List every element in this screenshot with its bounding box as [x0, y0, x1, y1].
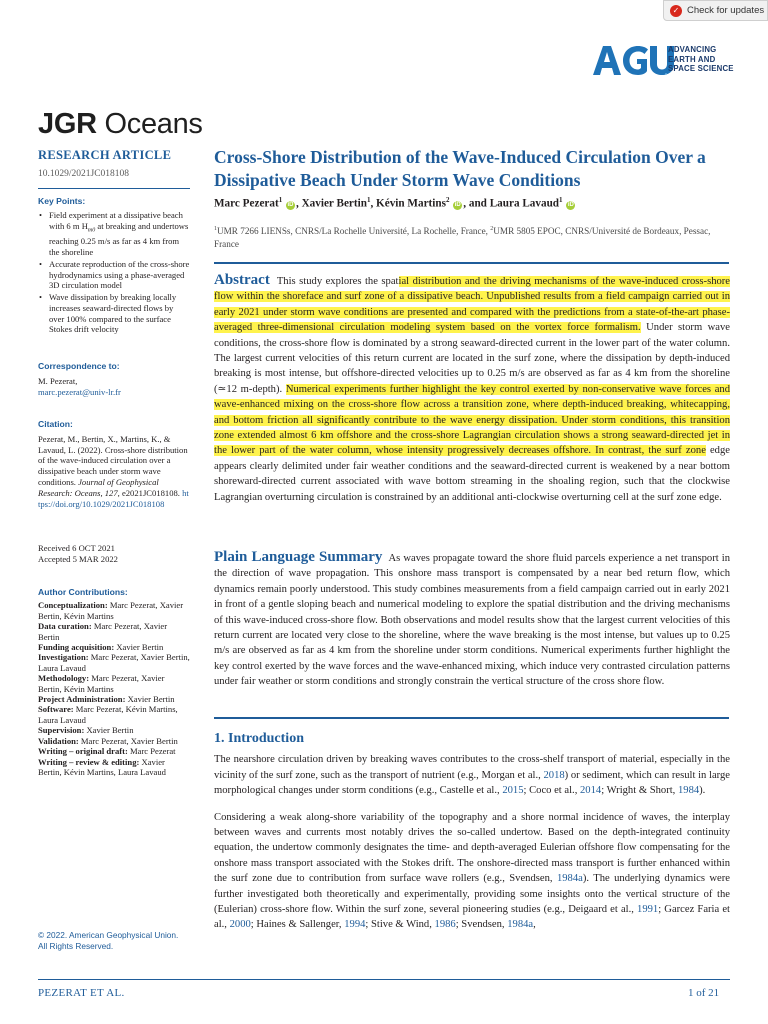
introduction — [214, 731, 730, 933]
accepted-date: Accepted 5 MAR 2022 — [38, 553, 118, 564]
pls-text: As waves propagate toward the shore fluid parcels experience a net transport in the direction of wave propagation. This onshore mass transport is compensated by a near bed return flow, which dynamics remain poorly understood. This study combines measurements from a field campaign carried out in early 2021 in front of a gentle sloping beach and numerical modeling to explore the spatial distribution and the driving mechanisms of this wave-induced cross-shore flow. Both observations and model results show that the largest current velocities of this return current are located very close to the shoreline, where the wave breaking is the most intense, but values up to 0.25 m/s are observed as far as 4 km from the shoreline under storm conditions. Numerical experiments further highlight the key control exerted by the wave forces and the wave-enhanced mixing, which induce very contrasted circulation patterns under fair weather or storm conditions and strongly constrain the vertical structure of the cross shore flow. — [214, 553, 730, 688]
author-affil-sup: 2 — [445, 196, 450, 204]
author-name: Xavier Bertin — [301, 197, 367, 210]
author-sep: , and — [463, 197, 490, 210]
citation-heading: Citation: — [38, 419, 73, 429]
citation-pages: , e2021JC018108. — [117, 487, 183, 498]
contribution-item — [38, 642, 190, 652]
intro-text: ; Garcez Faria et al., — [214, 904, 730, 931]
author-contributions — [38, 587, 190, 777]
author-name: Marc Pezerat — [214, 197, 279, 210]
correspondence-heading: Correspondence to: — [38, 361, 120, 371]
left-divider — [38, 188, 190, 189]
tagline-line-1: ADVANCING — [668, 45, 717, 54]
intro-text: ; Svendsen, — [455, 919, 508, 931]
contribution-item — [38, 725, 190, 735]
author-affil-sup: 1 — [559, 196, 563, 204]
intro-text: ) or sediment, which can result in large morphological changes under storm conditions (e.g., Castelle et al., — [214, 769, 730, 797]
citation-journal: Journal of Geophysical Research: Oceans — [38, 476, 159, 498]
intro-text: , — [533, 919, 536, 931]
check-for-updates-button[interactable] — [663, 0, 768, 21]
intro-text: ; Wright & Short, — [601, 785, 678, 797]
ref-link[interactable]: 2018 — [543, 769, 565, 781]
plain-language-summary — [214, 550, 730, 690]
abstract-highlight: ial distribution and the driving mechanisms of the wave-induced cross-shore flow within the shoreface and surf zone of a dissipative beach. Unpublished results from a field campaign carried out in early 2021 under storm wave conditions are presented and compared with the predictions from a state-of-the-art phase-averaged three-dimensional circulation modeling system based on the vortex force formalism. — [214, 276, 731, 334]
contribution-names: Marc Pezerat, Xavier Bertin, Laura Lavaud — [38, 652, 190, 673]
contribution-item — [38, 704, 190, 725]
orcid-icon[interactable]: iD — [567, 201, 574, 208]
affil-text: UMR 7266 LIENSs, CNRS/La Rochelle Université, La Rochelle, France, — [217, 226, 491, 237]
abstract-highlight: Numerical experiments further highlight the key control exerted by non-conservative wave forces and wave-enhanced mixing on the cross-shore flow across a transition zone, where depth-induced breaking, whitecapping, and bottom friction all significantly contribute to the wave energy dissipation. Under storm conditions, this transition zone extended almost 6 km offshore and the cross-shore Lagrangian circulation shows a strong seaward-directed jet in the lower part of the water column, whose intensity progressively decreases offshore. In contrast, the surf zone — [214, 383, 730, 457]
citation-body: Pezerat, M., Bertin, X., Martins, K., & Lavaud, L. (2022). Cross-shore distribution of the wave-induced circulation over a dissipative beach under storm wave conditions. — [38, 433, 188, 487]
intro-text: ; Coco et al., — [523, 785, 580, 797]
contribution-role: Validation: — [38, 735, 79, 746]
correspondence-name: M. Pezerat, — [38, 375, 78, 386]
contribution-role: Funding acquisition: — [38, 642, 115, 653]
ref-link[interactable]: 1984a — [507, 919, 534, 931]
check-for-updates-label: Check for updates — [687, 5, 765, 16]
orcid-icon[interactable]: iD — [287, 201, 294, 208]
ref-link[interactable]: 1991 — [637, 904, 659, 916]
contribution-names: Xavier Bertin — [125, 694, 175, 705]
key-points — [38, 196, 190, 336]
correspondence-email-link[interactable]: marc.pezerat@univ-lr.fr — [38, 386, 121, 397]
contribution-names: Xavier Bertin — [84, 725, 134, 736]
contribution-role: Writing – review & editing: — [38, 756, 140, 767]
footer-authors: PEZERAT ET AL. — [38, 987, 125, 999]
ref-link[interactable]: 1994 — [344, 919, 366, 931]
contribution-role: Conceptualization: — [38, 600, 108, 611]
journal-name-rest: Oceans — [96, 108, 203, 140]
citation-sep: , — [100, 487, 105, 498]
article-title: Cross-Shore Distribution of the Wave-Induced Circulation Over a Dissipative Beach Under Storm Wave Conditions — [214, 147, 706, 190]
orcid-icon[interactable]: iD — [454, 201, 461, 208]
intro-heading: 1. Introduction — [214, 731, 304, 746]
contribution-role: Methodology: — [38, 673, 90, 684]
tagline-line-2: EARTH AND — [668, 54, 716, 64]
page-number: 1 of 21 — [688, 987, 720, 999]
author-sep: , — [296, 197, 302, 210]
abstract-heading: Abstract — [214, 272, 270, 288]
key-point-item — [49, 210, 190, 258]
contribution-item — [38, 652, 190, 673]
contribution-role: Writing – original draft: — [38, 746, 128, 757]
contribution-role: Project Administration: — [38, 694, 126, 705]
ref-link[interactable]: 2014 — [580, 785, 602, 797]
author-list — [214, 196, 734, 210]
copyright-line-1: © 2022. American Geophysical Union. — [38, 930, 179, 940]
key-point-item: • Wave dissipation by breaking locally increases seaward-directed flows by over 100% compared to the surface Stokes drift velocity — [49, 292, 190, 335]
intro-text: ; Stive & Wind, — [365, 919, 435, 931]
affil-sup: 1 — [214, 226, 217, 232]
ref-link[interactable]: 1986 — [434, 919, 456, 931]
intro-paragraph — [214, 810, 730, 933]
intro-text: ; Haines & Sallenger, — [250, 919, 345, 931]
contribution-names: Xavier Bertin, Kévin Martins, Laura Lavaud — [38, 756, 166, 777]
citation-doi-link[interactable]: https://doi.org/10.1029/2021JC018108 — [38, 487, 189, 509]
intro-text: The nearshore circulation driven by breaking waves contributes to the cross-shelf transport of material, especially in the vicinity of the surf zone, such as the transport of nutrient (e.g., Morgan et al., — [214, 754, 730, 781]
abstract-text: Under storm wave conditions, the cross-shore flow is dominated by a strong seaward-directed current in the lower part of the water column. The largest current velocities of this return current are located in the surf zone, where the dissipation by depth-induced breaking is most intense, but offshore-directed velocities up to 0.25 m/s are observed as far as 4 km from the shoreline (≃12 m-depth). — [214, 322, 730, 395]
affil-sup: 2 — [490, 226, 494, 232]
citation-volume: 127 — [104, 487, 118, 498]
received-date: Received 6 OCT 2021 — [38, 543, 115, 553]
contribution-role: Investigation: — [38, 652, 89, 663]
intro-paragraph — [214, 752, 730, 798]
key-point-item: • Accurate reproduction of the cross-shore hydrodynamics using a phase-averaged 3D circulation model — [49, 259, 190, 291]
citation-text — [38, 434, 190, 510]
contribution-names: Marc Pezerat, Xavier Bertin, Kévin Martins — [38, 673, 165, 694]
contribution-role: Data curation: — [38, 621, 92, 632]
contribution-names: Marc Pezerat — [127, 746, 176, 757]
contribution-item — [38, 600, 190, 621]
abstract — [214, 273, 730, 505]
copyright-line-2: All Rights Reserved. — [38, 941, 114, 951]
contribution-names: Xavier Bertin — [114, 642, 164, 653]
key-points-heading: Key Points: — [38, 196, 86, 206]
ref-link[interactable]: 1984 — [677, 785, 700, 797]
contribution-role: Software: — [38, 704, 74, 715]
contribution-names: Marc Pezerat, Xavier Bertin — [38, 621, 168, 642]
contribution-names: Marc Pezerat, Xavier Bertin — [78, 735, 178, 746]
footer-divider — [38, 979, 730, 980]
contribution-names: Marc Pezerat, Xavier Bertin, Kévin Martins — [38, 600, 184, 621]
intro-text: Considering a weak along-shore variability of the topography and a shore normal incidence of waves, the interplay between waves and currents most notably drives the so-called undertow. Based on the depth-integrated continuity equation, the undertow commonly designates the time- and depth-averaged Eulerian offshore flow compensating for the onshore mass transport associated with the Stokes drift. The onshore-directed mass transport is further enhanced within the surf zone due to contribution from surface wave rollers (e.g., Svendsen, — [214, 811, 730, 885]
author-sep: , — [370, 197, 377, 210]
ref-link[interactable]: 1984a — [556, 873, 583, 885]
ref-link[interactable]: 2000 — [229, 919, 251, 931]
journal-name — [38, 108, 203, 141]
author-affil-sup: 1 — [366, 196, 371, 204]
key-point-subscript: m0 — [87, 227, 96, 234]
contribution-item — [38, 673, 190, 694]
section-divider — [214, 717, 729, 719]
correspondence — [38, 361, 190, 397]
author-affil-sup: 1 — [278, 196, 283, 204]
ref-link[interactable]: 2015 — [502, 785, 524, 797]
author-name: Laura Lavaud — [489, 197, 560, 210]
doi: 10.1029/2021JC018108 — [38, 169, 130, 179]
citation — [38, 419, 190, 509]
update-icon: ✓ — [670, 5, 682, 17]
tagline-line-3: SPACE SCIENCE — [668, 64, 734, 73]
article-type: RESEARCH ARTICLE — [38, 148, 172, 162]
contribution-item — [38, 621, 190, 642]
contribution-item — [38, 694, 190, 704]
contribution-item — [38, 757, 190, 778]
contribution-role: Supervision: — [38, 725, 85, 736]
copyright — [38, 930, 198, 952]
abstract-text: This study explores the spat — [276, 276, 399, 287]
contribution-names: Marc Pezerat, Kévin Martins, Laura Lavaud — [38, 704, 178, 725]
agu-tagline — [668, 45, 734, 74]
intro-text: ). The underlying dynamics were further investigated both theoretically and experimentally, providing some insights onto the vertical structure of the (Eulerian) cross-shore flow. Within the surf zone, several pioneering studies (e.g., Deigaard et al., — [214, 873, 730, 916]
journal-name-bold: JGR — [38, 108, 97, 140]
author-name: Kévin Martins — [376, 197, 446, 210]
contributions-heading: Author Contributions: — [38, 587, 128, 597]
contribution-item — [38, 736, 190, 746]
affiliations — [214, 223, 734, 251]
intro-text: ). — [699, 785, 706, 797]
dates — [38, 543, 190, 565]
abstract-text: edge appears clearly delimited under fair weather conditions and the seaward-directed current is weakened by a near bottom shoreward-directed current associated with wave bottom streaming in the shoaling region, such that the clockwise Lagrangian overturning circulation is constrained by an additional anti-clockwise overturning cell at the surf zone edge. — [214, 445, 730, 503]
key-point-text: Field experiment at a dissipative beach with 6 m H — [49, 209, 183, 231]
contribution-item — [38, 746, 190, 756]
affil-text: UMR 5805 EPOC, CNRS/Université de Bordeaux, Pessac, France — [214, 226, 711, 250]
header-divider — [214, 262, 729, 264]
pls-heading: Plain Language Summary — [214, 549, 383, 565]
key-point-text-rest: at breaking and undertows reaching 0.25 m/s as far as 4 km from the shoreline — [49, 220, 189, 257]
